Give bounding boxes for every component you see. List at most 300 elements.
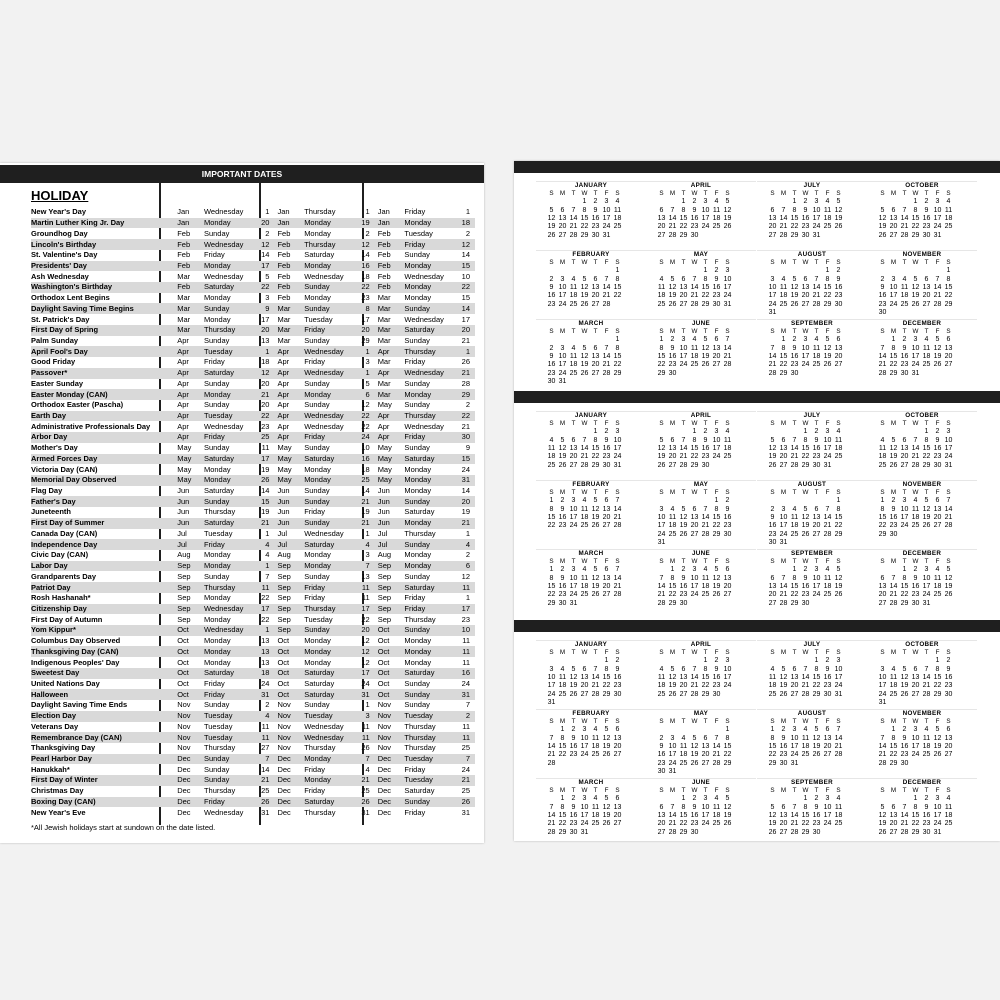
- holiday-row: [31, 657, 475, 668]
- calendar-day: 27: [591, 300, 600, 308]
- calendar-day: 29: [657, 369, 666, 377]
- calendar-day: 21: [944, 514, 953, 522]
- holiday-date-cell: Friday: [304, 764, 326, 774]
- calendar-day: 14: [779, 215, 788, 223]
- calendar-day: 4: [935, 566, 940, 574]
- holiday-date-cell: 26: [353, 797, 375, 808]
- holiday-date-cell: 12: [453, 239, 475, 250]
- weekday-header: M: [890, 489, 897, 497]
- calendar-day: [921, 657, 932, 665]
- holiday-date-cell: 23: [361, 293, 370, 303]
- calendar-day: 17: [701, 215, 710, 223]
- calendar-day: 9: [703, 436, 708, 444]
- calendar-day: 28: [933, 300, 942, 308]
- holiday-date-cell: 14: [261, 250, 270, 260]
- calendar-day: 18: [922, 743, 931, 751]
- calendar-day: 25: [591, 820, 600, 828]
- holiday-date-cell: Friday: [203, 678, 225, 688]
- calendar-day: 6: [924, 275, 929, 283]
- calendar-day: 17: [933, 215, 942, 223]
- calendar-day: 10: [723, 665, 732, 673]
- calendar-day: 16: [712, 674, 721, 682]
- calendar-day: 1: [549, 497, 554, 505]
- weekday-header: S: [946, 718, 951, 726]
- holiday-row: [31, 368, 475, 379]
- weekday-header: T: [571, 787, 576, 795]
- yearly-calendars-page: [514, 161, 1000, 841]
- holiday-date-cell: Jun: [177, 507, 190, 517]
- calendar-day: 21: [790, 453, 799, 461]
- holiday-row: [31, 239, 475, 250]
- calendar-day: 19: [580, 292, 589, 300]
- mini-calendar-month: [646, 709, 756, 775]
- weekday-header: S: [549, 420, 554, 428]
- calendar-day: [568, 336, 579, 344]
- calendar-day: 1: [781, 336, 786, 344]
- holiday-date-cell: Wednesday: [404, 271, 444, 281]
- calendar-day: [678, 267, 689, 275]
- weekday-header: W: [691, 190, 698, 198]
- month-name: JANUARY: [574, 182, 608, 189]
- holiday-row: [31, 357, 475, 368]
- holiday-date-cell: 15: [453, 261, 475, 272]
- holiday-date-cell: 21: [461, 335, 470, 345]
- holiday-date-cell: Saturday: [404, 454, 452, 465]
- holiday-name: New Year's Day: [31, 207, 87, 217]
- mini-calendar-month: [536, 250, 646, 311]
- calendar-day: 1: [615, 267, 620, 275]
- calendar-day: 18: [580, 583, 589, 591]
- calendar-day: 28: [712, 759, 721, 767]
- weekday-header: F: [825, 649, 830, 657]
- calendar-day: 26: [878, 231, 887, 239]
- holiday-row: [31, 775, 475, 786]
- calendar-day: 16: [768, 522, 777, 530]
- weekday-header: M: [559, 649, 566, 657]
- calendar-day: [689, 267, 700, 275]
- calendar-day: 16: [558, 583, 567, 591]
- holiday-date-cell: 22: [261, 593, 270, 603]
- holiday-date-cell: 1: [353, 368, 375, 379]
- weekday-header: S: [946, 190, 951, 198]
- calendar-day: 8: [814, 665, 819, 673]
- calendar-day: [877, 428, 888, 436]
- calendar-day: 3: [714, 428, 719, 436]
- calendar-day: 6: [615, 795, 620, 803]
- holiday-name: Palm Sunday: [31, 335, 79, 345]
- holiday-date-cell: Monday: [404, 261, 452, 272]
- calendar-day: 1: [946, 267, 951, 275]
- holiday-date-cell: Dec: [277, 764, 291, 774]
- weekday-header: W: [691, 558, 698, 566]
- calendar-day: 11: [889, 674, 898, 682]
- holiday-date-cell: Friday: [404, 432, 452, 443]
- calendar-day: 10: [602, 206, 611, 214]
- calendar-day: 20: [602, 583, 611, 591]
- calendar-day: 26: [790, 300, 799, 308]
- holiday-date-cell: 4: [252, 539, 274, 550]
- calendar-day: 11: [944, 803, 953, 811]
- weekday-header: F: [604, 259, 609, 267]
- holiday-name: St. Valentine's Day: [31, 250, 98, 260]
- calendar-day: 6: [814, 505, 819, 513]
- holiday-name: St. Patrick's Day: [31, 314, 90, 324]
- calendar-day: 23: [657, 759, 666, 767]
- calendar-day: 8: [560, 803, 565, 811]
- weekday-header: S: [615, 420, 620, 428]
- holiday-date-cell: Oct: [177, 678, 189, 688]
- weekday-header: S: [659, 328, 664, 336]
- holiday-date-cell: Wednesday: [203, 271, 244, 281]
- holiday-name: Remembrance Day (CAN): [31, 732, 174, 743]
- holiday-date-cell: Sunday: [203, 700, 230, 710]
- holiday-date-cell: Monday: [404, 475, 452, 486]
- holiday-date-cell: 11: [261, 721, 270, 731]
- holiday-date-cell: Jul: [177, 528, 187, 538]
- holiday-date-cell: 12: [252, 368, 274, 379]
- calendar-day: 11: [690, 344, 699, 352]
- calendar-day: 13: [790, 674, 799, 682]
- calendar-day: 16: [922, 215, 931, 223]
- calendar-day: 13: [900, 445, 909, 453]
- holiday-name: Grandparents Day: [31, 571, 97, 581]
- calendar-day: 20: [812, 522, 821, 530]
- holiday-date-cell: Saturday: [204, 282, 252, 293]
- holiday-date-cell: Thursday: [203, 507, 236, 517]
- calendar-day: 3: [604, 198, 609, 206]
- weekday-header: F: [714, 718, 719, 726]
- calendar-day: 24: [679, 361, 688, 369]
- month-name: NOVEMBER: [902, 710, 942, 717]
- calendar-day: [888, 566, 899, 574]
- calendar-day: 12: [602, 734, 611, 742]
- weekday-header: T: [681, 718, 686, 726]
- weekday-header: T: [703, 259, 708, 267]
- calendar-day: 20: [569, 453, 578, 461]
- calendar-day: [579, 336, 590, 344]
- calendar-day: 21: [911, 453, 920, 461]
- holiday-row: [31, 689, 475, 700]
- holiday-date-cell: Mar: [177, 271, 191, 281]
- weekday-header: S: [659, 649, 664, 657]
- calendar-day: 22: [690, 453, 699, 461]
- calendar-day: 6: [825, 726, 830, 734]
- calendar-day: 19: [768, 820, 777, 828]
- calendar-day: 2: [803, 566, 808, 574]
- holiday-date-cell: Thursday: [404, 528, 436, 538]
- calendar-day: 29: [900, 599, 909, 607]
- calendar-day: 20: [679, 292, 688, 300]
- holiday-date-cell: Apr: [174, 389, 204, 400]
- calendar-day: 6: [902, 436, 907, 444]
- weekday-header: S: [836, 420, 841, 428]
- calendar-day: 12: [558, 445, 567, 453]
- calendar-day: 20: [657, 820, 666, 828]
- holiday-name: Patriot Day: [31, 582, 174, 593]
- holiday-name: Independence Day: [31, 539, 174, 550]
- calendar-day: 16: [679, 583, 688, 591]
- holiday-date-cell: Feb: [377, 271, 391, 281]
- calendar-day: 24: [701, 820, 710, 828]
- holiday-date-cell: Thursday: [204, 325, 252, 336]
- calendar-day: 8: [781, 344, 786, 352]
- calendar-day: 23: [790, 361, 799, 369]
- weekday-header: W: [802, 259, 809, 267]
- calendar-day: 7: [924, 665, 929, 673]
- calendar-day: 28: [911, 461, 920, 469]
- holiday-date-cell: Apr: [174, 411, 204, 422]
- calendar-day: 26: [801, 530, 810, 538]
- calendar-day: 9: [571, 803, 576, 811]
- calendar-day: 13: [657, 812, 666, 820]
- calendar-day: 27: [911, 690, 920, 698]
- calendar-day: 10: [889, 284, 898, 292]
- holiday-date-cell: Friday: [404, 239, 452, 250]
- holiday-date-cell: Mar: [377, 335, 391, 345]
- calendar-day: [656, 795, 667, 803]
- calendar-day: 14: [569, 215, 578, 223]
- weekday-header: M: [669, 489, 676, 497]
- holiday-date-cell: 3: [265, 293, 270, 303]
- calendar-day: 26: [679, 530, 688, 538]
- holiday-name: Victoria Day (CAN): [31, 464, 98, 474]
- calendar-day: 16: [558, 514, 567, 522]
- weekday-header: W: [691, 718, 698, 726]
- calendar-day: 5: [582, 275, 587, 283]
- calendar-day: 22: [679, 820, 688, 828]
- calendar-day: 20: [900, 453, 909, 461]
- mini-calendar-month: [757, 480, 867, 546]
- weekday-header: S: [946, 328, 951, 336]
- calendar-day: 30: [878, 308, 887, 316]
- holiday-name: United Nations Day: [31, 678, 100, 688]
- calendar-day: [877, 336, 888, 344]
- calendar-day: 24: [834, 682, 843, 690]
- calendar-day: 8: [935, 665, 940, 673]
- calendar-day: 9: [593, 206, 598, 214]
- calendar-day: 25: [823, 591, 832, 599]
- calendar-day: 28: [547, 828, 556, 836]
- calendar-day: 2: [593, 198, 598, 206]
- calendar-day: 7: [670, 206, 675, 214]
- calendar-day: 8: [803, 803, 808, 811]
- holiday-date-cell: 20: [353, 625, 375, 636]
- calendar-day: 11: [900, 284, 909, 292]
- calendar-day: 17: [889, 292, 898, 300]
- holiday-row: [31, 561, 475, 572]
- calendar-day: 13: [768, 215, 777, 223]
- holiday-date-cell: 6: [353, 389, 375, 400]
- holiday-date-cell: 25: [361, 786, 370, 796]
- calendar-day: 15: [790, 215, 799, 223]
- calendar-day: 2: [902, 726, 907, 734]
- holiday-date-cell: Oct: [377, 678, 390, 688]
- calendar-day: 11: [569, 353, 578, 361]
- calendar-day: 23: [812, 453, 821, 461]
- calendar-day: 31: [602, 231, 611, 239]
- calendar-day: 16: [690, 215, 699, 223]
- footnote: *All Jewish holidays start at sundown on the date listed.: [31, 823, 216, 832]
- calendar-day: 18: [668, 522, 677, 530]
- calendar-day: 6: [946, 336, 951, 344]
- calendar-day: 23: [668, 361, 677, 369]
- holiday-name: Halloween: [31, 689, 174, 700]
- weekday-header: T: [593, 718, 598, 726]
- holiday-date-cell: 17: [252, 604, 274, 615]
- calendar-day: 10: [801, 344, 810, 352]
- calendar-day: 1: [891, 336, 896, 344]
- calendar-day: 8: [836, 505, 841, 513]
- calendar-day: 3: [560, 344, 565, 352]
- calendar-day: 25: [712, 820, 721, 828]
- calendar-day: 7: [681, 436, 686, 444]
- holiday-date-cell: Jul: [377, 528, 388, 538]
- holiday-date-cell: 21: [453, 518, 475, 529]
- calendar-day: 16: [591, 215, 600, 223]
- holiday-date-cell: Monday: [204, 561, 252, 572]
- holiday-date-cell: 11: [462, 636, 470, 646]
- calendar-day: 21: [580, 453, 589, 461]
- holiday-date-cell: Monday: [203, 550, 231, 560]
- calendar-day: 26: [834, 591, 843, 599]
- calendar-day: 5: [604, 795, 609, 803]
- holiday-date-cell: Friday: [404, 593, 426, 603]
- holiday-row: [31, 443, 475, 454]
- calendar-day: 25: [712, 223, 721, 231]
- calendar-day: 3: [935, 795, 940, 803]
- calendar-day: 1: [560, 795, 565, 803]
- holiday-date-cell: Dec: [174, 775, 204, 786]
- holiday-row: [31, 529, 475, 540]
- holiday-date-cell: Sunday: [204, 775, 252, 786]
- holiday-date-cell: Sunday: [404, 400, 430, 410]
- holiday-date-cell: Tuesday: [304, 614, 333, 624]
- calendar-day: 23: [547, 369, 556, 377]
- month-name: AUGUST: [797, 481, 827, 488]
- calendar-day: 11: [922, 734, 931, 742]
- calendar-day: [678, 497, 689, 505]
- calendar-day: 17: [878, 682, 887, 690]
- calendar-day: 18: [657, 292, 666, 300]
- holiday-date-cell: Friday: [404, 807, 426, 817]
- weekday-header: F: [714, 328, 719, 336]
- calendar-day: 30: [823, 690, 832, 698]
- calendar-day: 8: [714, 505, 719, 513]
- calendar-day: 26: [602, 820, 611, 828]
- holiday-date-cell: 17: [353, 604, 375, 615]
- holiday-date-cell: Friday: [204, 797, 252, 808]
- calendar-day: 22: [591, 453, 600, 461]
- month-name: MAY: [693, 251, 709, 258]
- calendar-day: 6: [781, 436, 786, 444]
- holiday-date-cell: Jun: [375, 496, 405, 507]
- calendar-day: [877, 566, 888, 574]
- calendar-day: 11: [790, 514, 799, 522]
- weekday-header: T: [902, 328, 907, 336]
- calendar-day: 26: [933, 361, 942, 369]
- holiday-date-cell: Oct: [177, 636, 189, 646]
- weekday-header: T: [924, 558, 929, 566]
- weekday-header: S: [946, 489, 951, 497]
- calendar-day: 9: [814, 436, 819, 444]
- holiday-date-cell: Oct: [174, 646, 204, 657]
- calendar-day: 28: [768, 369, 777, 377]
- calendar-day: 23: [878, 300, 887, 308]
- holiday-date-cell: Sep: [274, 604, 304, 615]
- calendar-day: 28: [900, 828, 909, 836]
- calendar-day: 7: [582, 436, 587, 444]
- holiday-date-cell: 1: [265, 207, 270, 217]
- holiday-row: [31, 346, 475, 357]
- holiday-date-cell: Sep: [174, 582, 204, 593]
- weekday-header: S: [615, 649, 620, 657]
- holiday-date-cell: Mar: [277, 314, 291, 324]
- month-name: JULY: [803, 641, 821, 648]
- calendar-day: 11: [834, 436, 843, 444]
- calendar-day: 17: [779, 522, 788, 530]
- holiday-date-cell: 2: [453, 711, 475, 722]
- month-name: OCTOBER: [905, 182, 939, 189]
- calendar-day: 30: [613, 690, 622, 698]
- holiday-row: [31, 325, 475, 336]
- calendar-day: 25: [779, 300, 788, 308]
- mini-calendar-month: [867, 709, 977, 770]
- holiday-date-cell: Dec: [274, 754, 304, 765]
- calendar-day: 11: [779, 284, 788, 292]
- holiday-date-cell: Feb: [174, 282, 204, 293]
- calendar-day: [877, 267, 888, 275]
- calendar-day: 5: [670, 665, 675, 673]
- holiday-date-cell: 17: [461, 314, 470, 324]
- calendar-day: 31: [878, 698, 887, 706]
- holiday-date-cell: Jan: [375, 218, 405, 229]
- calendar-day: 22: [911, 820, 920, 828]
- holiday-table: [31, 207, 475, 818]
- holiday-date-cell: 14: [261, 486, 270, 496]
- calendar-day: 3: [902, 497, 907, 505]
- holiday-date-cell: Aug: [377, 550, 392, 560]
- holiday-date-cell: Sep: [177, 614, 191, 624]
- calendar-day: 2: [924, 795, 929, 803]
- calendar-day: 19: [591, 514, 600, 522]
- weekday-header: T: [924, 718, 929, 726]
- calendar-day: 28: [569, 231, 578, 239]
- calendar-day: 10: [944, 436, 953, 444]
- holiday-date-cell: May: [277, 464, 292, 474]
- calendar-day: 8: [946, 275, 951, 283]
- holiday-date-cell: Nov: [177, 721, 191, 731]
- weekday-header: W: [581, 259, 588, 267]
- month-name: APRIL: [690, 182, 712, 189]
- calendar-day: 21: [878, 361, 887, 369]
- calendar-day: 18: [933, 583, 942, 591]
- month-name: OCTOBER: [905, 412, 939, 419]
- calendar-day: 23: [569, 751, 578, 759]
- calendar-day: 5: [725, 198, 730, 206]
- calendar-day: 21: [591, 682, 600, 690]
- holiday-row: [31, 475, 475, 486]
- calendar-day: 24: [613, 453, 622, 461]
- calendar-day: 30: [768, 538, 777, 546]
- holiday-date-cell: 20: [453, 496, 475, 507]
- calendar-day: 21: [602, 361, 611, 369]
- holiday-date-cell: Wednesday: [304, 421, 344, 431]
- holiday-date-cell: Sunday: [203, 400, 230, 410]
- calendar-day: 19: [547, 223, 556, 231]
- calendar-day: 14: [900, 215, 909, 223]
- calendar-day: 26: [569, 690, 578, 698]
- holiday-date-cell: May: [375, 454, 405, 465]
